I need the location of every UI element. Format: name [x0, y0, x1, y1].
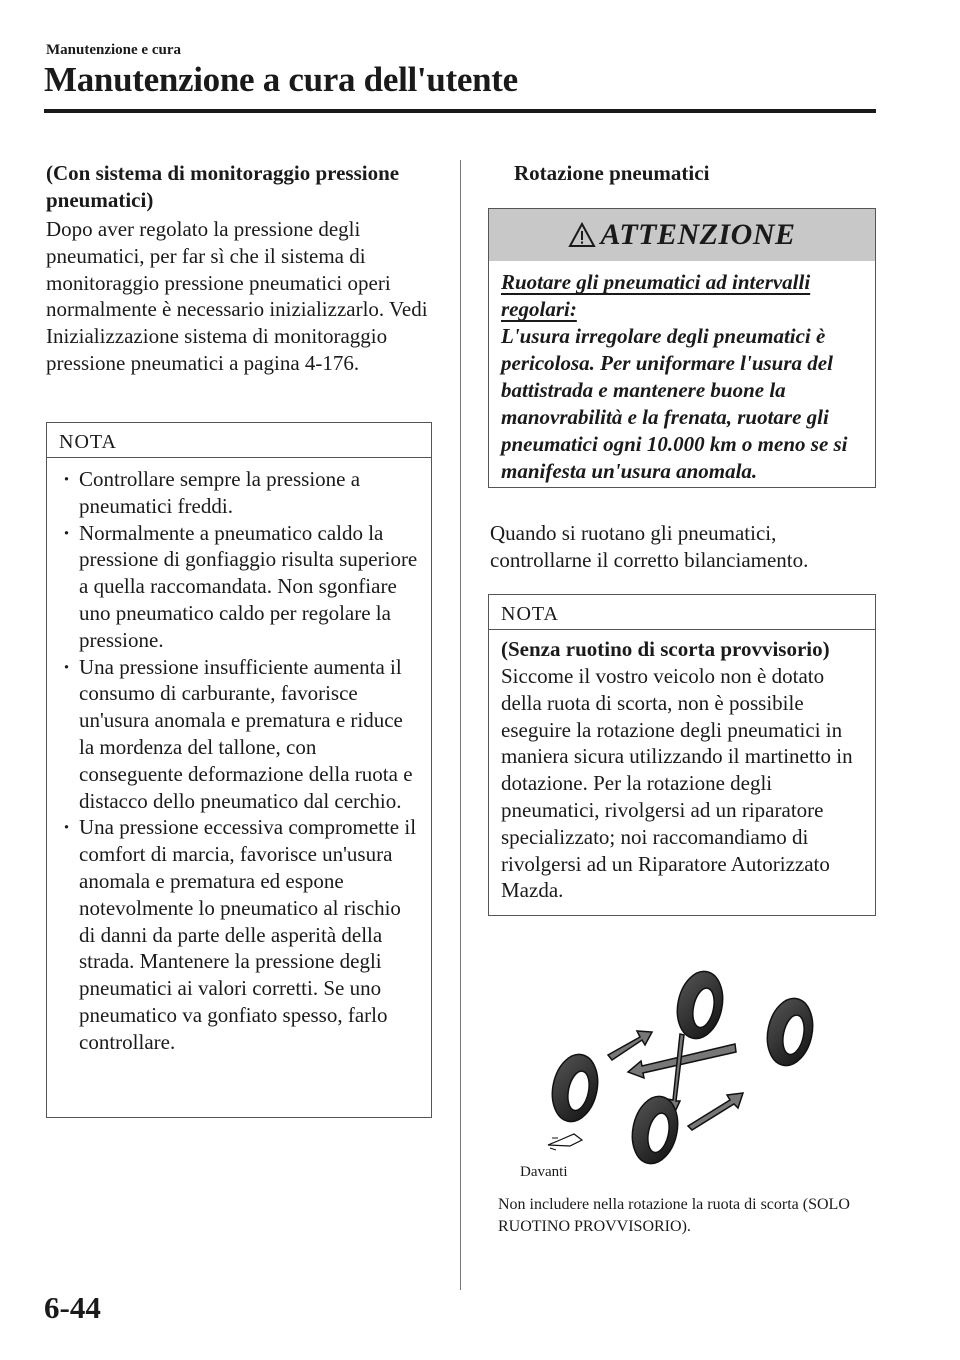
- warning-text: L'usura irregolare degli pneumatici è pericolosa. Per uniformare l'usura del battistrada e mantenere buone la manovrabilità e la frenata, ruotare gli pneumatici ogni 10.000 km o meno se si manifesta un'usura anomala.: [501, 324, 848, 483]
- section-label: Manutenzione e cura: [46, 42, 181, 58]
- header-divider: [44, 109, 876, 113]
- rotation-heading: Rotazione pneumatici: [514, 161, 710, 185]
- note-item: · Normalmente a pneumatico caldo la pressione di gonfiaggio risulta superiore a quella raccomandata. Non sgonfiare uno pneumatico caldo per regolare la pressione.: [47, 520, 421, 654]
- front-label: Davanti: [520, 1164, 568, 1180]
- tpms-heading: (Con sistema di monitoraggio pressione pneumatici): [46, 161, 400, 212]
- note-heading: (Senza ruotino di scorta provvisorio): [501, 637, 830, 661]
- note-text: Siccome il vostro veicolo non è dotato della ruota di scorta, non è possibile eseguire la rotazione degli pneumatici in maniera sicura utilizzando il martinetto in dotazione. Per la rotazione degli pneumatici, rivolgersi ad un riparatore specializzato; noi raccomandiamo di rivolgersi ad un Riparatore Autorizzato Mazda.: [501, 664, 853, 903]
- arrow-icon: [608, 1031, 652, 1060]
- note-item: · Una pressione eccessiva compromette il comfort di marcia, favorisce un'usura anomala e prematura ed espone notevolmente lo pneumatico al rischio di danni da parte delle asperità della strada. Mantenere la pressione degli pneumatici ai valori corretti. Se uno pneumatico va gonfiato spesso, farlo controllare.: [47, 814, 421, 1055]
- tire-icon: [671, 967, 728, 1043]
- diagram-caption: Non includere nella rotazione la ruota di scorta (SOLO RUOTINO PROVVISORIO).: [498, 1196, 850, 1235]
- warning-triangle-icon: [568, 222, 596, 248]
- note-item: · Una pressione insufficiente aumenta il consumo di carburante, favorisce un'usura anomala e prematura e riduce la mordenza del tallone, con conseguente deformazione della ruota e distacco dello pneumatico dal cerchio.: [47, 654, 421, 815]
- tire-icon: [761, 994, 818, 1070]
- warning-underlined-text: Ruotare gli pneumatici ad intervalli regolari:: [501, 270, 811, 321]
- warning-header: [489, 209, 875, 261]
- tpms-paragraph: Dopo aver regolato la pressione degli pneumatici, per far sì che il sistema di monitoraggio pressione pneumatici operi normalmente è necessario inizializzarlo. Vedi Inizializzazione sistema di monitoraggio pressione pneumatici a pagina 4-176.: [46, 217, 428, 375]
- page-number: 6-44: [44, 1290, 101, 1325]
- note-title: NOTA: [59, 431, 117, 453]
- note-item: · Controllare sempre la pressione a pneumatici freddi.: [47, 466, 421, 520]
- tire-rotation-diagram: [530, 960, 830, 1190]
- warning-title: ATTENZIONE: [600, 218, 796, 251]
- page-title: Manutenzione a cura dell'utente: [44, 60, 518, 99]
- tire-icon: [546, 1050, 603, 1126]
- warning-box: [488, 208, 876, 488]
- note-box-right: [488, 594, 876, 916]
- warning-body: [489, 261, 875, 485]
- front-direction-icon: [535, 1132, 582, 1156]
- note-list: [47, 458, 431, 1056]
- column-divider: [460, 160, 461, 1290]
- note-title: NOTA: [501, 603, 559, 625]
- balance-paragraph: Quando si ruotano gli pneumatici, controllarne il corretto bilanciamento.: [490, 521, 809, 572]
- note-box-left: [46, 422, 432, 1118]
- arrow-icon: [688, 1093, 743, 1130]
